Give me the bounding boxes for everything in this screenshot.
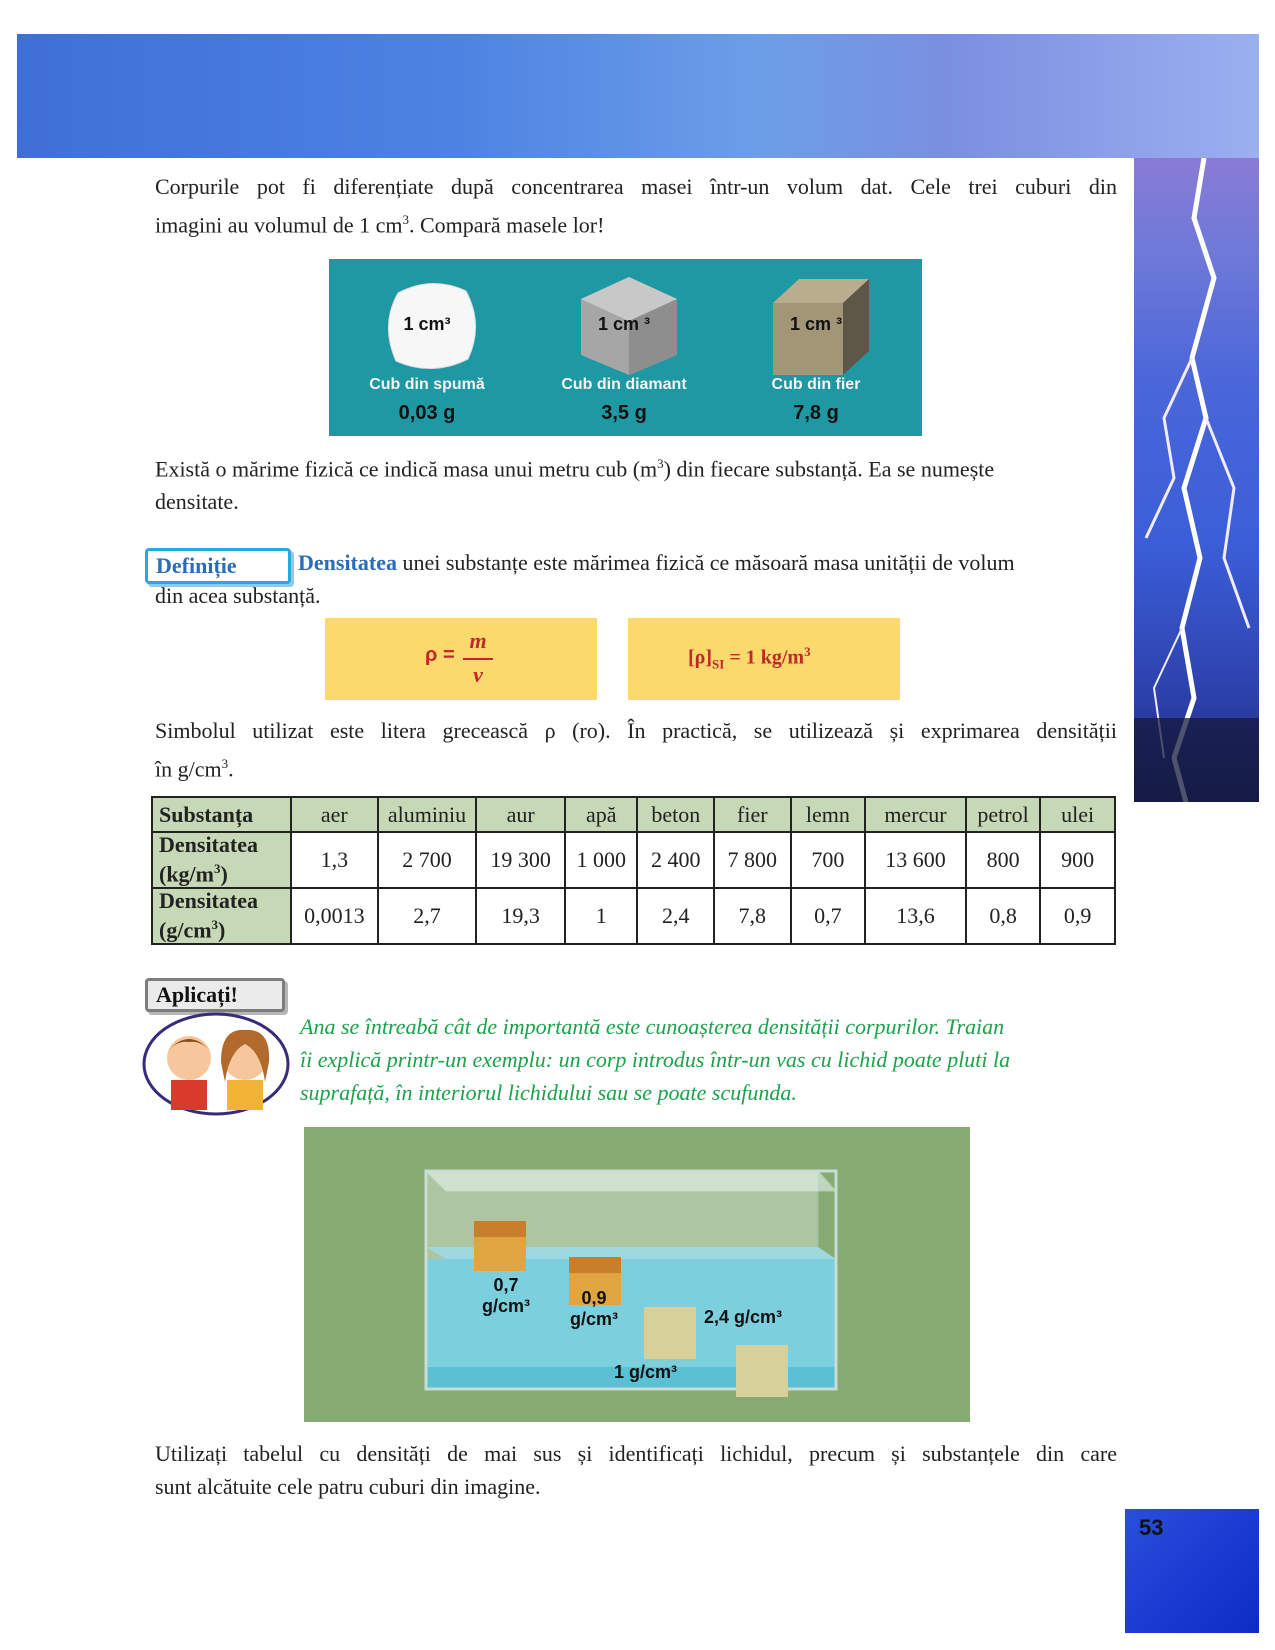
- definition-line-2: din acea substanță.: [155, 583, 321, 608]
- table-cell: 2 400: [637, 832, 714, 888]
- intro-paragraph: [155, 170, 1117, 241]
- symbol-line-2: în $g/cm^3$.: [155, 756, 234, 782]
- table-col: aluminiu: [378, 797, 477, 832]
- table-cell: 7,8: [714, 888, 791, 944]
- table-col: mercur: [865, 797, 966, 832]
- table-col: lemn: [791, 797, 866, 832]
- header-banner: [17, 34, 1259, 158]
- table-cell: 19,3: [476, 888, 565, 944]
- table-cell: 0,9: [1040, 888, 1115, 944]
- tank-image: [304, 1127, 970, 1422]
- cube-mass: 3,5 g: [601, 402, 647, 424]
- story-paragraph: [300, 1010, 1117, 1109]
- table-cell: 0,0013: [291, 888, 378, 944]
- si-unit-text: $[\rho]_{SI} = 1$ $kg/m^3$: [688, 644, 811, 672]
- story-line-2: îi explică printr-un exemplu: un corp introdus într-un vas cu lichid poate pluti la: [300, 1047, 1011, 1072]
- task-line-2: sunt alcătuite cele patru cuburi din imagine.: [155, 1474, 541, 1499]
- table-cell: 0,7: [791, 888, 866, 944]
- table-col: fier: [714, 797, 791, 832]
- table-col: aer: [291, 797, 378, 832]
- symbol-line-1: Simbolul utilizat este litera grecească ρ (ro). În practică, se utilizează și exprimarea densității: [155, 718, 1117, 743]
- formula-lhs: ρ =: [425, 644, 455, 666]
- intro-line-1: Corpurile pot fi diferențiate după concentrarea masei într-un volum dat. Cele trei cuburi din: [155, 174, 1117, 199]
- cube-name: Cub din fier: [771, 376, 861, 393]
- density-intro-line-1: Există o mărime fizică ce indică masa unui metru cub $(m^3)$ din fiecare substanță. Ea se numește: [155, 456, 995, 482]
- table-col: ulei: [1040, 797, 1115, 832]
- table-cell: 1,3: [291, 832, 378, 888]
- cube-volume: 1 cm³: [403, 314, 451, 334]
- task-line-1: Utilizați tabelul cu densități de mai sus și identificați lichidul, precum și substanțele din care: [155, 1441, 1117, 1466]
- table-cell: 0,8: [966, 888, 1041, 944]
- table-cell: 1 000: [565, 832, 638, 888]
- label-1: 1 g/cm³: [614, 1362, 678, 1382]
- cube-name: Cub din spumă: [369, 376, 485, 393]
- story-line-1: Ana se întreabă cât de importantă este cunoașterea densității corpurilor. Traian: [300, 1014, 1005, 1039]
- table-cell: 800: [966, 832, 1041, 888]
- table-header: Substanța: [152, 797, 291, 832]
- cube-volume: 1 cm ³: [789, 314, 843, 334]
- table-cell: 2 700: [378, 832, 477, 888]
- table-row: [152, 888, 1115, 944]
- table-cell: 19 300: [476, 832, 565, 888]
- cube-24: [736, 1345, 788, 1397]
- table-col: beton: [637, 797, 714, 832]
- label-07: 0,7 g/cm³: [481, 1275, 530, 1316]
- table-cell: 1: [565, 888, 638, 944]
- apply-label: Aplicați!: [145, 978, 285, 1012]
- row-label: Densitatea $(g/cm^3)$: [152, 888, 291, 944]
- table-row: [152, 832, 1115, 888]
- label-09: 0,9 g/cm³: [569, 1288, 618, 1329]
- definition-label: Definiție: [145, 548, 291, 584]
- cubes-image: [329, 259, 922, 436]
- table-col: apă: [565, 797, 638, 832]
- kids-illustration: [141, 1012, 291, 1116]
- cube-name: Cub din diamant: [561, 376, 687, 393]
- density-intro: [155, 447, 1117, 518]
- table-cell: 2,7: [378, 888, 477, 944]
- story-line-3: suprafață, în interiorul lichidului sau se poate scufunda.: [300, 1080, 797, 1105]
- cube-mass: 7,8 g: [793, 402, 839, 424]
- formula-numerator: m: [469, 628, 487, 653]
- table-cell: 13 600: [865, 832, 966, 888]
- page-number-box: [1125, 1509, 1259, 1633]
- fraction-bar: [463, 658, 493, 660]
- table-col: aur: [476, 797, 565, 832]
- foam-cube: [337, 259, 517, 436]
- table-cell: 2,4: [637, 888, 714, 944]
- definition-line-1: Densitatea unei substanțe este mărimea fizică ce măsoară masa unității de volum: [298, 550, 1015, 575]
- density-intro-line-2: densitate.: [155, 489, 239, 515]
- table-cell: 700: [791, 832, 866, 888]
- formula-denominator: v: [473, 662, 483, 687]
- label-24: 2,4 g/cm³: [704, 1307, 783, 1327]
- density-table: [151, 796, 1116, 945]
- table-col: petrol: [966, 797, 1041, 832]
- cube-volume: 1 cm ³: [597, 314, 651, 334]
- task-paragraph: [155, 1437, 1117, 1503]
- table-cell: 13,6: [865, 888, 966, 944]
- si-unit-formula: [628, 618, 900, 700]
- lightning-image: [1134, 158, 1259, 802]
- page-number: 53: [1139, 1515, 1164, 1540]
- diamond-cube: [534, 259, 714, 436]
- symbol-paragraph: [155, 714, 1117, 785]
- intro-line-2: imagini au volumul de 1 $cm^3$. Compară masele lor!: [155, 212, 605, 238]
- iron-cube: [726, 259, 906, 436]
- row-label: Densitatea $(kg/m^3)$: [152, 832, 291, 888]
- density-formula: [325, 618, 597, 700]
- table-cell: 900: [1040, 832, 1115, 888]
- definition-text: [155, 546, 1117, 612]
- cube-mass: 0,03 g: [398, 402, 456, 424]
- table-cell: 7 800: [714, 832, 791, 888]
- table-header-row: [152, 797, 1115, 832]
- cube-1: [644, 1307, 696, 1359]
